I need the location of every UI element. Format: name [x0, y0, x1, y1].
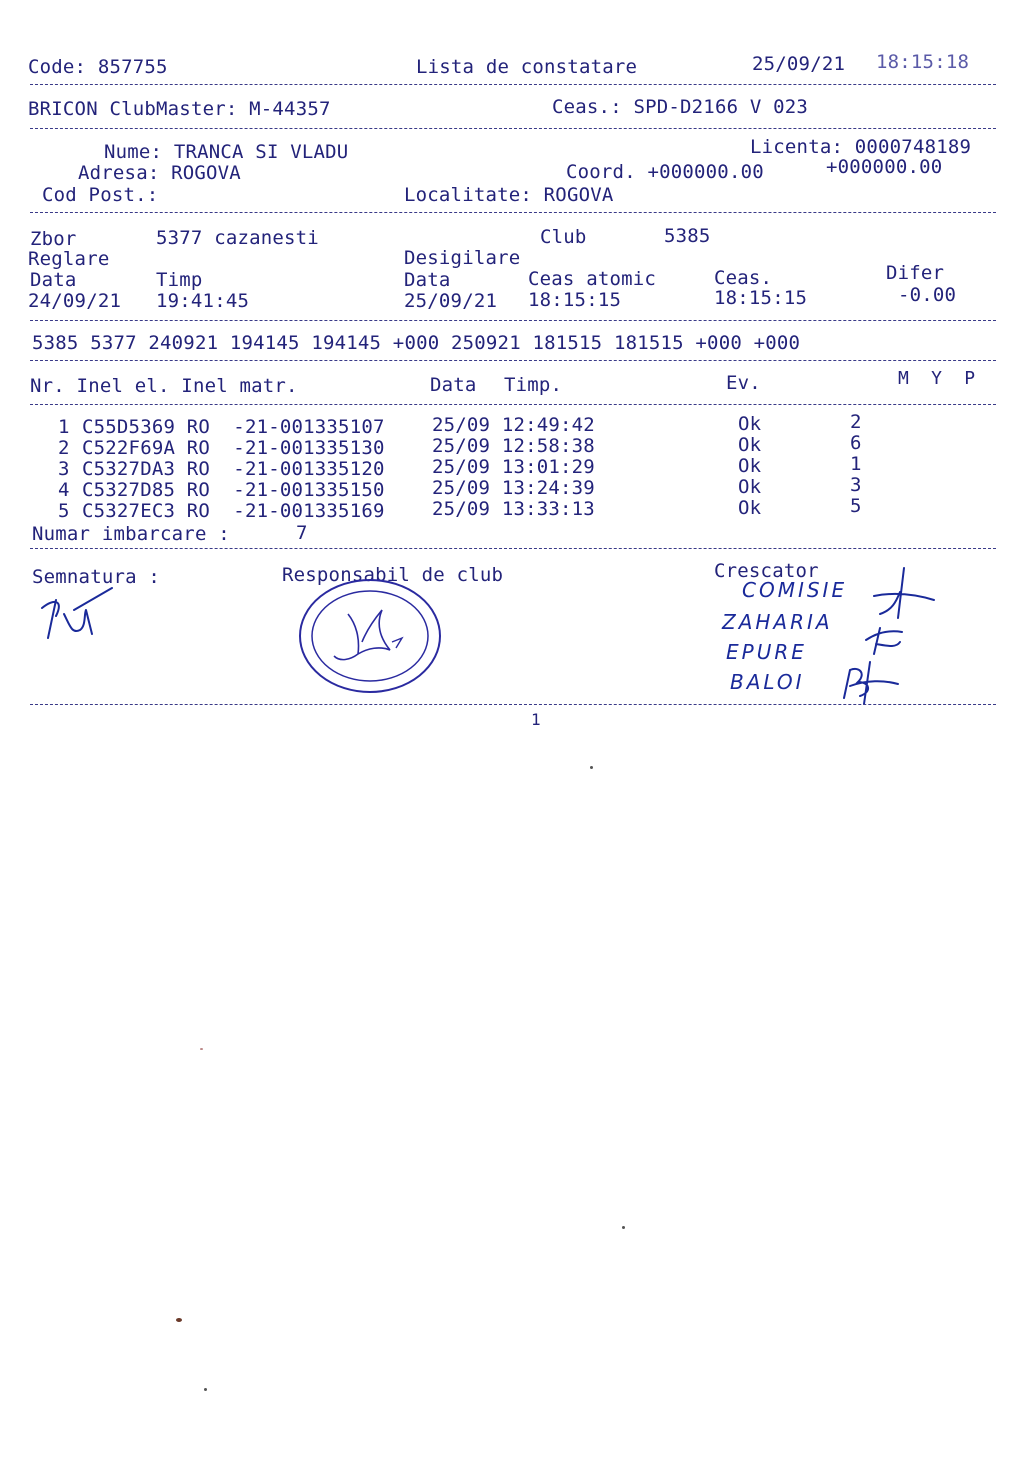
setting-date: 24/09/21 [28, 290, 122, 312]
club-responsible-label: Responsabil de club [282, 564, 504, 586]
col-header-time: Timp. [504, 374, 563, 396]
row-ring: C5327DA3 RO -21-001335120 [82, 458, 385, 480]
divider [30, 84, 996, 85]
row-datetime: 25/09 12:58:38 [432, 435, 595, 457]
atomic-time: 18:15:15 [528, 289, 622, 311]
col-header-myp: M Y P [898, 368, 976, 389]
owner-name: Nume: TRANCA SI VLADU [104, 141, 349, 163]
divider [30, 212, 996, 213]
flight-value: 5377 cazanesti [156, 227, 319, 249]
scan-speck [204, 1388, 207, 1391]
club-value: 5385 [664, 225, 711, 247]
clock-time: 18:15:15 [714, 287, 808, 309]
divider [30, 360, 996, 361]
row-event: Ok [738, 434, 762, 456]
row-m: 1 [850, 453, 862, 475]
row-number: 2 [58, 437, 70, 459]
row-datetime: 25/09 13:01:29 [432, 456, 595, 478]
scan-speck [590, 766, 593, 769]
row-ring: C55D5369 RO -21-001335107 [82, 416, 385, 438]
scan-speck [200, 1048, 203, 1050]
divider [30, 404, 996, 405]
committee-name: ZAHARIA [722, 610, 833, 634]
coordinates-lon: +000000.00 [826, 156, 943, 178]
club-stamp [298, 576, 448, 696]
divider [30, 548, 996, 549]
committee-name: COMISIE [742, 578, 848, 602]
row-datetime: 25/09 13:33:13 [432, 498, 595, 520]
row-ring: C5327EC3 RO -21-001335169 [82, 500, 385, 522]
committee-name: EPURE [726, 640, 807, 664]
clock-label: Ceas. [714, 267, 773, 289]
row-event: Ok [738, 413, 762, 435]
col-header-event: Ev. [726, 372, 761, 394]
breeder-label: Crescator [714, 560, 819, 582]
atomic-clock-label: Ceas atomic [528, 268, 657, 290]
col-header-date: Data [430, 374, 477, 396]
club-label: Club [540, 226, 587, 248]
clubmaster-id: BRICON ClubMaster: M-44357 [28, 98, 331, 120]
row-number: 4 [58, 479, 70, 501]
signature-label: Semnatura : [32, 566, 161, 588]
unsealing-date-label: Data [404, 269, 451, 291]
row-datetime: 25/09 12:49:42 [432, 414, 595, 436]
setting-date-label: Data [30, 269, 77, 291]
document-title: Lista de constatare [416, 56, 638, 78]
page-number: 1 [531, 710, 541, 729]
setting-label: Reglare [28, 248, 110, 270]
divider [30, 704, 996, 705]
divider [30, 128, 996, 129]
header-date: 25/09/21 [752, 53, 846, 75]
locality: Localitate: ROGOVA [404, 184, 614, 206]
unsealing-label: Desigilare [404, 247, 521, 269]
row-event: Ok [738, 497, 762, 519]
setting-time-label: Timp [156, 269, 203, 291]
row-number: 5 [58, 500, 70, 522]
signature-mark [34, 586, 134, 656]
row-m: 6 [850, 432, 862, 454]
col-header-ring: Nr. Inel el. Inel matr. [30, 375, 298, 397]
committee-signatures [830, 562, 960, 712]
postal-code: Cod Post.: [42, 184, 159, 206]
row-event: Ok [738, 476, 762, 498]
code-label: Code: 857755 [28, 56, 168, 78]
basketing-count-label: Numar imbarcare : [32, 523, 230, 545]
row-number: 1 [58, 416, 70, 438]
row-ring: C522F69A RO -21-001335130 [82, 437, 385, 459]
committee-name: BALOI [730, 670, 805, 694]
row-event: Ok [738, 455, 762, 477]
row-number: 3 [58, 458, 70, 480]
row-datetime: 25/09 13:24:39 [432, 477, 595, 499]
scan-speck [622, 1226, 625, 1229]
row-ring: C5327D85 RO -21-001335150 [82, 479, 385, 501]
basketing-count-value: 7 [296, 522, 308, 544]
setting-time: 19:41:45 [156, 290, 250, 312]
scan-speck [176, 1318, 182, 1322]
divider [30, 320, 996, 321]
owner-address: Adresa: ROGOVA [78, 162, 241, 184]
unsealing-date: 25/09/21 [404, 290, 498, 312]
row-m: 5 [850, 495, 862, 517]
encoded-summary-line: 5385 5377 240921 194145 194145 +000 250921 181515 181515 +000 +000 [32, 332, 801, 354]
coordinates-lat: Coord. +000000.00 [566, 161, 764, 183]
difference-value: -0.00 [898, 284, 957, 306]
license-number: Licenta: 0000748189 [750, 136, 972, 158]
difference-label: Difer [886, 262, 945, 284]
row-m: 3 [850, 474, 862, 496]
clock-id: Ceas.: SPD-D2166 V 023 [552, 96, 809, 118]
flight-label: Zbor [30, 228, 77, 250]
header-time: 18:15:18 [876, 51, 970, 73]
row-m: 2 [850, 411, 862, 433]
